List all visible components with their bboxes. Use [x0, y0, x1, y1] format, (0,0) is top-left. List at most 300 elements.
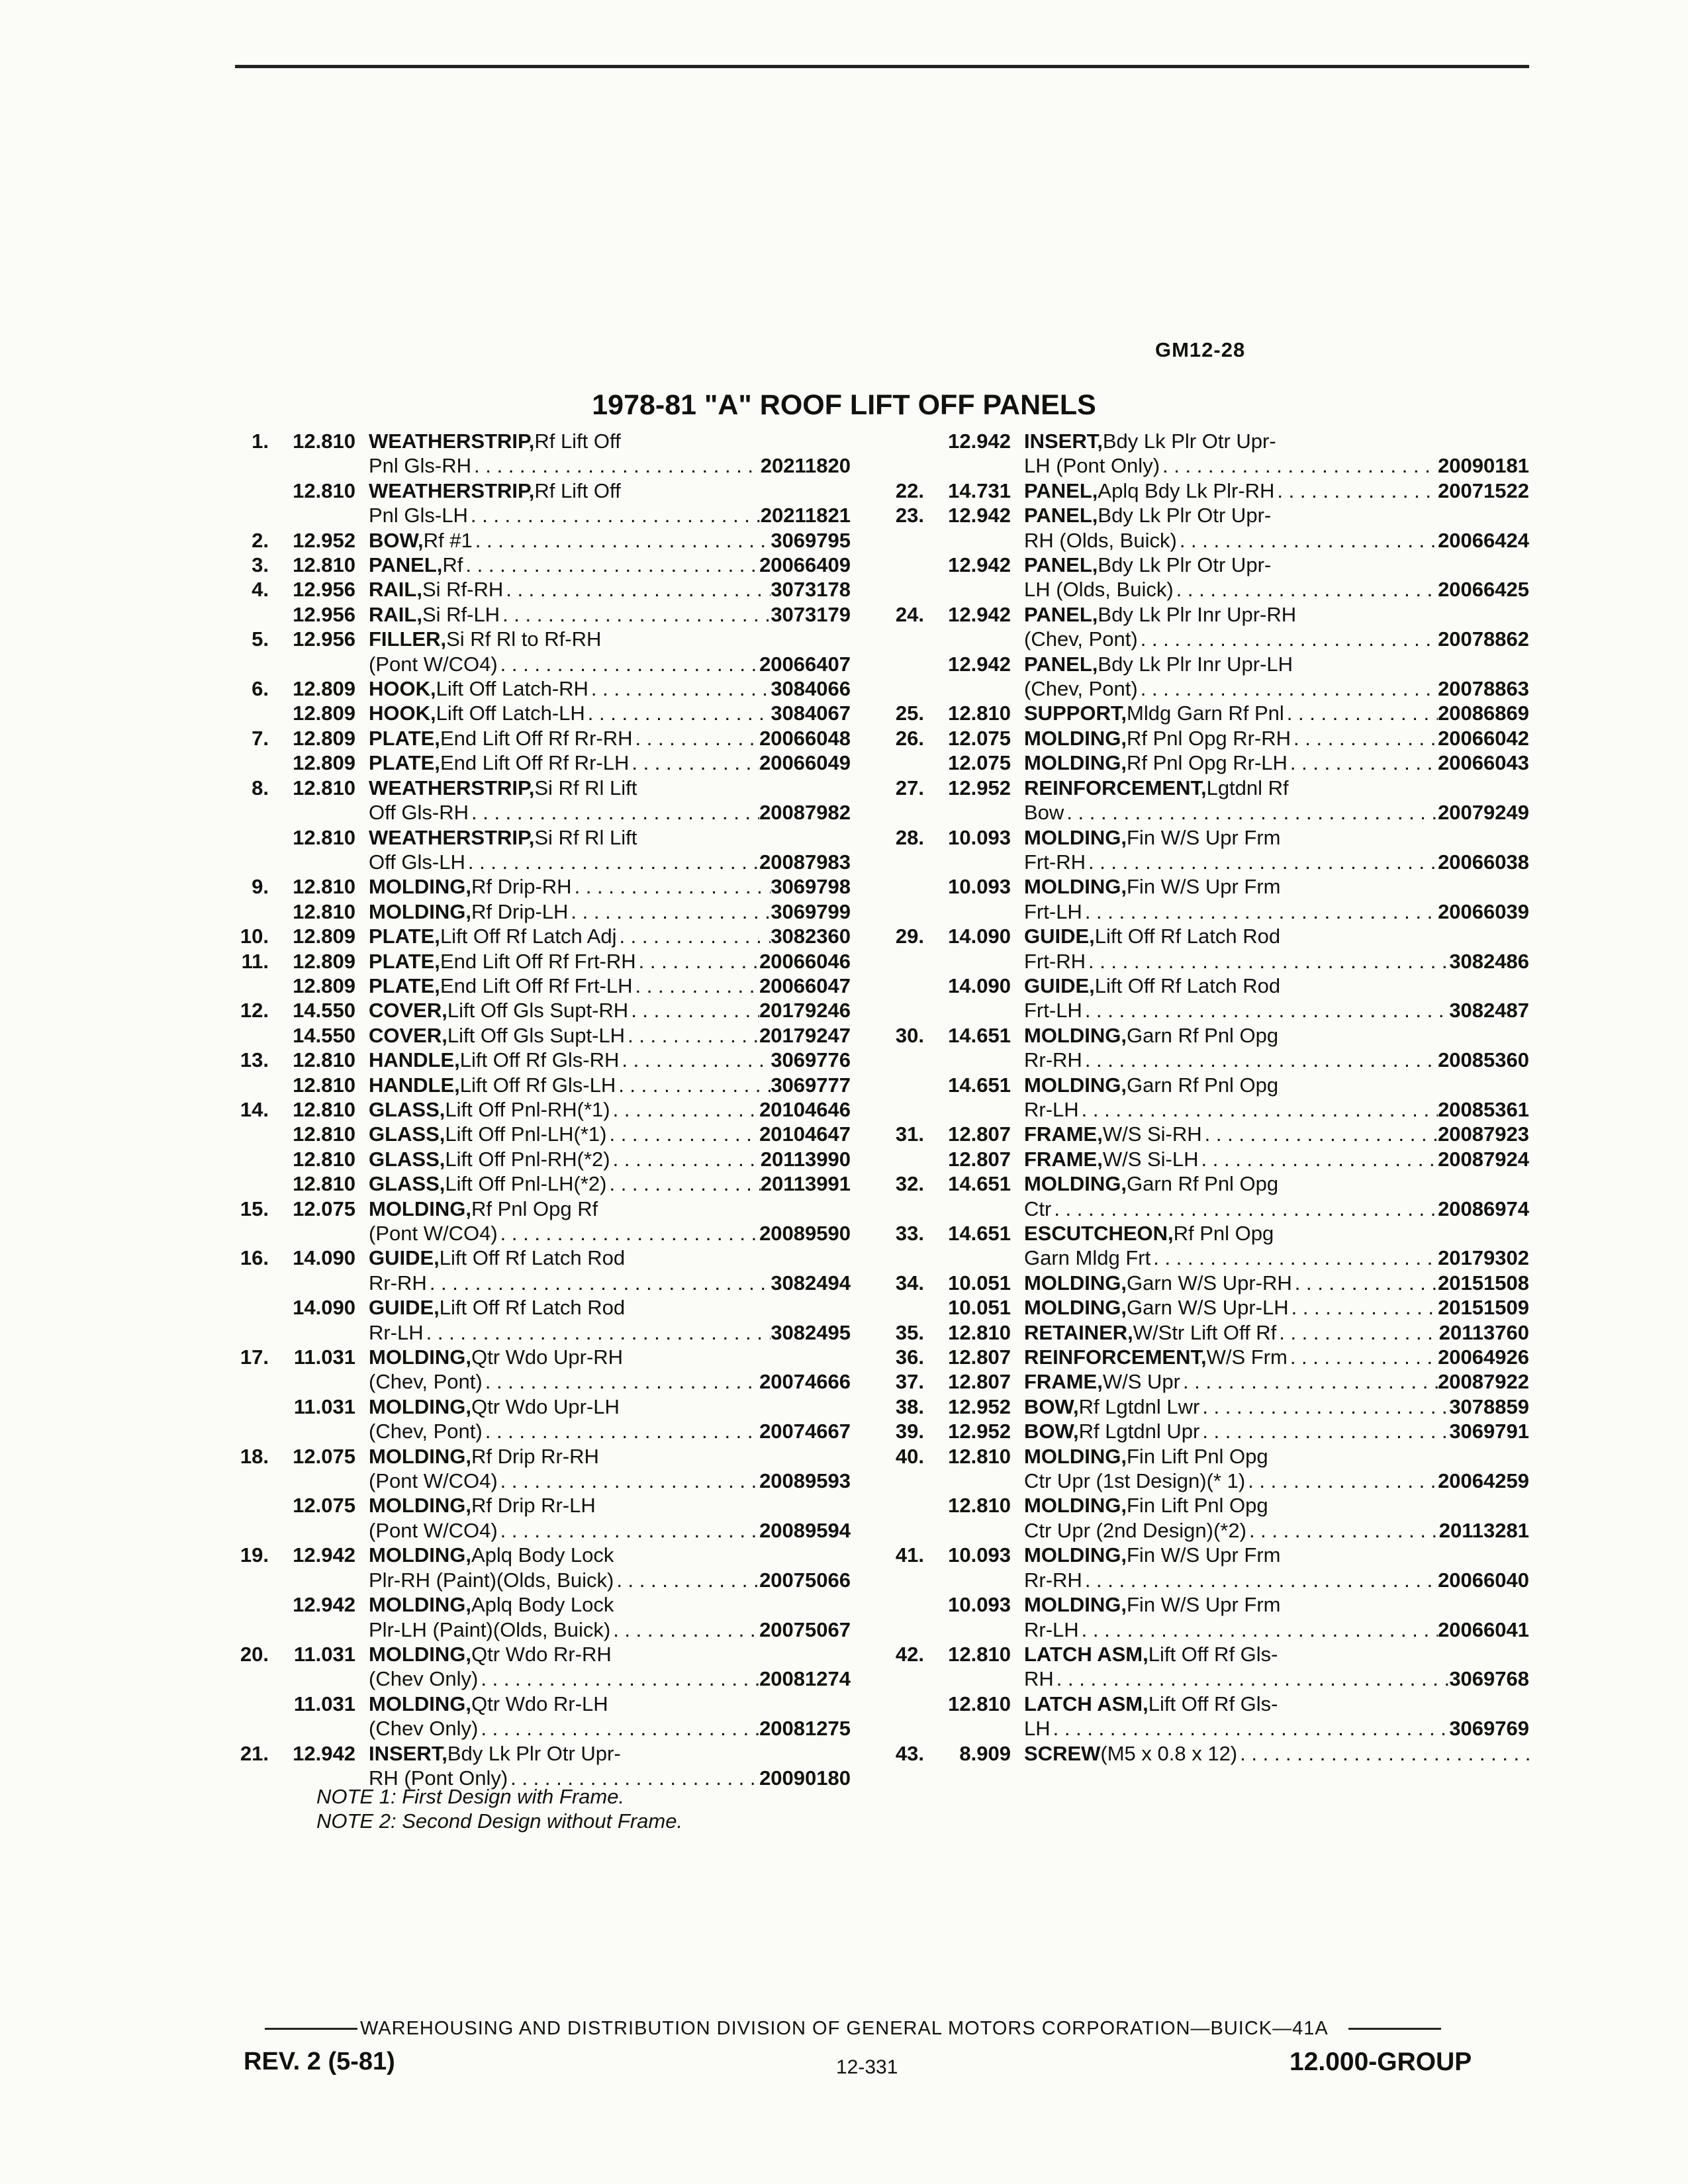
entry-line — [884, 776, 1529, 800]
part-description — [1024, 478, 1529, 503]
part-name: ESCUTCHEON, — [1024, 1222, 1174, 1245]
part-number: 20066046 — [759, 949, 851, 973]
part-name: LATCH ASM, — [1024, 1642, 1149, 1666]
part-name: GUIDE, — [369, 1246, 440, 1270]
group-number: 12.952 — [948, 1394, 1011, 1418]
parts-entry — [228, 1023, 851, 1048]
group-number: 12.807 — [948, 1370, 1011, 1394]
part-number: 20090181 — [1438, 454, 1529, 478]
part-name: RETAINER, — [1024, 1320, 1133, 1344]
group-number: 10.093 — [948, 1593, 1011, 1617]
parts-entry — [884, 726, 1529, 751]
part-name: MOLDING, — [369, 1494, 471, 1518]
part-number: 20081274 — [759, 1667, 851, 1691]
parts-entry — [228, 751, 851, 775]
parts-entry — [228, 1171, 851, 1196]
entry-line — [884, 1295, 1529, 1320]
part-name: COVER, — [369, 1023, 447, 1047]
part-name: HANDLE, — [369, 1048, 460, 1072]
part-name: FRAME, — [1024, 1122, 1103, 1146]
parts-entry — [884, 1122, 1529, 1146]
part-detail-continued: (Chev, Pont) — [369, 1420, 483, 1443]
group-number: 14.550 — [293, 1023, 355, 1047]
part-number: 3078859 — [1449, 1394, 1529, 1418]
entry-line — [228, 1543, 851, 1567]
entry-line — [884, 1543, 1529, 1567]
entry-line — [884, 1369, 1529, 1394]
part-detail: Rf Drip-LH — [471, 899, 569, 923]
part-detail: Fin W/S Upr Frm — [1127, 875, 1281, 899]
parts-entry — [228, 1048, 851, 1072]
group-number: 12.956 — [293, 578, 355, 602]
leader-dots — [463, 553, 759, 577]
group-number: 12.075 — [293, 1197, 355, 1220]
parts-entry — [884, 602, 1529, 652]
entry-line — [228, 478, 851, 503]
parts-entry — [228, 1493, 851, 1543]
part-detail: Lift Off Rf Latch Adj — [440, 925, 617, 948]
group-number: 12.810 — [948, 1494, 1011, 1518]
part-number: 20087982 — [759, 801, 851, 825]
item-number: 42. — [895, 1642, 924, 1666]
part-number: 20113760 — [1438, 1320, 1529, 1344]
part-detail-continued: Frt-LH — [1024, 999, 1082, 1023]
part-number: 3069768 — [1449, 1667, 1529, 1691]
part-name: MOLDING, — [1024, 1296, 1127, 1320]
item-number — [884, 1295, 928, 1320]
leader-dots — [572, 874, 771, 899]
entry-line — [228, 701, 851, 725]
part-description — [369, 899, 851, 924]
leader-dots — [610, 1097, 759, 1122]
group-number: 12.942 — [948, 652, 1011, 676]
part-description — [369, 1394, 851, 1419]
group-number: 12.942 — [948, 430, 1011, 453]
part-description — [1024, 874, 1529, 899]
part-detail: Fin W/S Upr Frm — [1127, 825, 1281, 849]
part-detail-continued: Rr-RH — [369, 1271, 427, 1295]
item-number — [884, 1073, 928, 1097]
part-name: PANEL, — [1024, 602, 1098, 626]
entry-line — [228, 949, 851, 974]
leader-dots — [1292, 1271, 1438, 1295]
part-name: HANDLE, — [369, 1073, 460, 1097]
group-number: 12.810 — [948, 1444, 1011, 1468]
part-name: MOLDING, — [369, 1197, 471, 1220]
part-number: 3069795 — [771, 528, 851, 552]
group-number: 14.651 — [948, 1172, 1011, 1196]
part-name: BOW, — [1024, 1394, 1079, 1418]
part-number: 20066042 — [1438, 726, 1529, 750]
leader-dots — [1246, 1518, 1439, 1543]
item-number: 31. — [895, 1122, 924, 1146]
entry-continuation — [369, 1221, 851, 1246]
leader-dots — [1086, 949, 1449, 974]
entry-line — [228, 1048, 851, 1072]
part-detail: Rf Lgtdnl Lwr — [1078, 1394, 1200, 1418]
parts-list-left — [228, 429, 851, 1790]
group-number: 12.809 — [293, 925, 355, 948]
part-detail: Lift Off Gls Supt-RH — [447, 999, 629, 1023]
parts-entry — [228, 676, 851, 701]
entry-line — [884, 652, 1529, 676]
entry-line — [884, 503, 1529, 527]
group-number: 12.810 — [293, 1147, 355, 1171]
entry-continuation — [1024, 453, 1529, 478]
entry-line — [884, 1271, 1529, 1295]
group-number: 12.810 — [293, 875, 355, 899]
part-description — [1024, 1221, 1529, 1246]
leader-dots — [568, 899, 771, 924]
entry-line — [228, 1642, 851, 1666]
part-name: GLASS, — [369, 1172, 445, 1196]
parts-entry — [884, 652, 1529, 702]
part-detail: Si Rf Rl Lift — [534, 776, 637, 799]
item-number: 41. — [895, 1543, 924, 1567]
part-detail: End Lift Off Rf Rr-RH — [440, 726, 633, 750]
group-number: 12.810 — [293, 776, 355, 799]
entry-line — [228, 627, 851, 651]
part-detail: Rf Pnl Opg Rr-LH — [1127, 751, 1288, 775]
parts-entry — [884, 429, 1529, 478]
part-detail: Lift Off Pnl-RH(*1) — [445, 1097, 610, 1121]
part-number: 3069791 — [1449, 1420, 1529, 1443]
entry-line — [884, 1073, 1529, 1097]
entry-line — [228, 1444, 851, 1469]
part-name: REINFORCEMENT, — [1024, 1345, 1207, 1369]
part-detail-continued: Frt-LH — [1024, 899, 1082, 923]
leader-dots — [473, 528, 771, 553]
part-detail-continued: (Chev, Pont) — [369, 1370, 483, 1394]
item-number: 40. — [895, 1444, 924, 1468]
part-description — [369, 726, 851, 751]
part-detail: Bdy Lk Plr Otr Upr- — [1102, 430, 1276, 453]
part-description — [369, 553, 851, 577]
entry-line — [884, 1345, 1529, 1369]
part-detail-continued: RH (Olds, Buick) — [1024, 528, 1177, 552]
item-number — [228, 602, 273, 627]
part-detail-continued: Off Gls-RH — [369, 801, 469, 825]
item-number: 6. — [252, 677, 269, 701]
entry-line — [884, 1444, 1529, 1469]
group-number: 14.651 — [948, 1023, 1011, 1047]
item-number — [228, 1592, 273, 1617]
part-detail: Bdy Lk Plr Otr Upr- — [1098, 553, 1272, 577]
part-description — [1024, 825, 1529, 850]
part-description — [369, 577, 851, 602]
group-number: 12.810 — [293, 1073, 355, 1097]
parts-entry — [884, 1444, 1529, 1494]
group-number: 12.956 — [293, 602, 355, 626]
part-detail-continued: Rr-RH — [1024, 1048, 1082, 1072]
entry-line — [228, 1147, 851, 1171]
parts-entry — [884, 1369, 1529, 1394]
part-detail-continued: Off Gls-LH — [369, 850, 465, 874]
part-detail: Lift Off Rf Gls-LH — [459, 1073, 616, 1097]
group-number: 12.810 — [948, 702, 1011, 725]
group-number: 12.810 — [293, 899, 355, 923]
part-name: PANEL, — [1024, 652, 1098, 676]
part-description — [1024, 751, 1529, 775]
leader-dots — [628, 998, 759, 1023]
entry-line — [228, 1097, 851, 1122]
part-description — [1024, 1369, 1529, 1394]
part-description — [1024, 1592, 1529, 1617]
part-number: 20066041 — [1438, 1617, 1529, 1641]
part-name: LATCH ASM, — [1024, 1692, 1149, 1715]
part-detail: Bdy Lk Plr Inr Upr-RH — [1098, 602, 1297, 626]
group-number: 11.031 — [293, 1642, 355, 1666]
part-detail-continued: (Chev Only) — [369, 1667, 479, 1691]
leader-dots — [585, 701, 771, 725]
part-detail: W/S Frm — [1206, 1345, 1288, 1369]
entry-continuation — [1024, 627, 1529, 651]
group-number: 12.810 — [293, 430, 355, 453]
part-detail: Bdy Lk Plr Otr Upr- — [1098, 504, 1272, 527]
part-number: 3084066 — [771, 677, 851, 701]
part-description — [369, 676, 851, 701]
part-number: 3069769 — [1449, 1717, 1529, 1741]
parts-entry — [228, 924, 851, 948]
leader-dots — [1082, 899, 1438, 924]
leader-dots — [498, 1469, 759, 1493]
part-name: MOLDING, — [369, 1692, 471, 1715]
entry-line — [228, 1197, 851, 1221]
entry-line — [884, 1419, 1529, 1443]
part-detail: Fin W/S Upr Frm — [1127, 1543, 1281, 1567]
leader-dots — [1082, 998, 1449, 1023]
footer-division-line — [265, 2018, 1496, 2040]
parts-entry — [884, 1692, 1529, 1741]
leader-dots — [616, 1073, 771, 1097]
part-name: MOLDING, — [369, 1345, 471, 1369]
part-detail: Lift Off Pnl-LH(*2) — [445, 1172, 607, 1196]
item-number: 7. — [252, 726, 269, 750]
part-description — [1024, 1692, 1529, 1716]
part-detail: Rf Pnl Opg Rf — [471, 1197, 598, 1220]
part-name: WEATHERSTRIP, — [369, 478, 535, 502]
item-number — [884, 1147, 928, 1171]
part-detail: Mldg Garn Rf Pnl — [1127, 702, 1284, 725]
part-detail: Garn Rf Pnl Opg — [1127, 1073, 1279, 1097]
part-name: COVER, — [369, 999, 447, 1023]
part-description — [1024, 1419, 1529, 1443]
part-detail-continued: (Chev, Pont) — [1024, 627, 1138, 651]
entry-line — [228, 998, 851, 1023]
item-number — [228, 1122, 273, 1146]
item-number: 5. — [252, 627, 269, 651]
group-number: 12.809 — [293, 726, 355, 750]
part-name: MOLDING, — [369, 1593, 471, 1617]
part-number: 20087923 — [1438, 1122, 1529, 1146]
part-number: 20078862 — [1438, 627, 1529, 651]
part-number: 3082487 — [1449, 999, 1529, 1023]
parts-entry — [884, 924, 1529, 974]
part-name: PANEL, — [369, 553, 443, 577]
part-name: MOLDING, — [1024, 1073, 1127, 1097]
item-number: 22. — [895, 478, 924, 502]
item-number: 12. — [240, 999, 269, 1023]
part-name: MOLDING, — [1024, 751, 1127, 775]
entry-line — [228, 1122, 851, 1146]
item-number: 26. — [895, 726, 924, 750]
part-number: 20064926 — [1438, 1345, 1529, 1369]
part-number: 20151508 — [1438, 1271, 1529, 1295]
part-description — [369, 1692, 851, 1716]
leader-dots — [465, 850, 759, 874]
part-detail: Qtr Wdo Upr-RH — [471, 1345, 624, 1369]
item-number — [228, 478, 273, 503]
part-name: SCREW — [1024, 1741, 1101, 1765]
document-code: GM12-28 — [1155, 338, 1246, 361]
part-number: 20066049 — [759, 751, 851, 775]
item-number: 37. — [895, 1370, 924, 1394]
part-name: MOLDING, — [369, 1394, 471, 1418]
parts-entry — [884, 1271, 1529, 1295]
group-number: 11.031 — [293, 1345, 355, 1369]
leader-dots — [610, 1147, 761, 1171]
leader-dots — [629, 751, 759, 775]
entry-line — [884, 1692, 1529, 1716]
part-name: WEATHERSTRIP, — [369, 776, 535, 799]
part-detail-continued: Rr-LH — [369, 1320, 424, 1344]
part-number: 20085360 — [1438, 1048, 1529, 1072]
entry-line — [228, 924, 851, 948]
part-detail-continued: Pnl Gls-LH — [369, 504, 468, 527]
part-description — [1024, 1394, 1529, 1419]
entry-line — [228, 528, 851, 553]
leader-dots — [1150, 1246, 1438, 1270]
entry-line — [884, 1642, 1529, 1666]
group-number: 14.731 — [948, 478, 1011, 502]
part-number: 20089594 — [759, 1518, 851, 1542]
part-detail: Rf Pnl Opg Rr-RH — [1127, 726, 1291, 750]
leader-dots — [1138, 676, 1438, 701]
group-number: 12.956 — [293, 627, 355, 651]
leader-dots — [1199, 1419, 1449, 1443]
page-title: 1978-81 "A" ROOF LIFT OFF PANELS — [592, 389, 1096, 421]
entry-line — [884, 1592, 1529, 1617]
entry-continuation — [369, 1617, 851, 1642]
entry-continuation — [1024, 1469, 1529, 1493]
part-name: PLATE, — [369, 751, 440, 775]
part-detail-continued: LH — [1024, 1717, 1051, 1741]
part-number: 20066040 — [1438, 1568, 1529, 1592]
parts-entry — [228, 1394, 851, 1444]
part-name: MOLDING, — [369, 1543, 471, 1567]
part-name: MOLDING, — [1024, 825, 1127, 849]
part-name: GUIDE, — [1024, 974, 1095, 997]
part-detail: Fin Lift Pnl Opg — [1127, 1494, 1268, 1518]
entry-continuation — [1024, 1617, 1529, 1642]
part-description — [369, 429, 851, 453]
part-name: MOLDING, — [369, 1444, 471, 1468]
item-number: 3. — [252, 553, 269, 577]
entry-line — [228, 726, 851, 751]
parts-entry — [228, 1246, 851, 1295]
part-description — [1024, 1147, 1529, 1171]
part-number: 20087924 — [1438, 1147, 1529, 1171]
part-description — [369, 1048, 851, 1072]
page-number: 12-331 — [836, 2056, 898, 2078]
group-number: 12.942 — [948, 553, 1011, 577]
part-detail-continued: (Pont W/CO4) — [369, 652, 498, 676]
note-2: NOTE 2: Second Design without Frame. — [316, 1809, 683, 1833]
leader-dots — [427, 1271, 771, 1295]
entry-line — [884, 1147, 1529, 1171]
part-detail-continued: Plr-LH (Paint)(Olds, Buick) — [369, 1617, 611, 1641]
group-number: 14.090 — [293, 1246, 355, 1270]
part-name: FRAME, — [1024, 1147, 1103, 1171]
entry-line — [228, 1023, 851, 1048]
part-number: 3073179 — [771, 602, 851, 626]
group-number: 12.075 — [948, 751, 1011, 775]
item-number: 1. — [252, 430, 269, 453]
item-number: 24. — [895, 602, 924, 626]
parts-entry — [228, 1642, 851, 1692]
part-detail: Lift Off Latch-LH — [436, 702, 585, 725]
part-detail: Garn Rf Pnl Opg — [1127, 1023, 1279, 1047]
item-number: 19. — [240, 1543, 269, 1567]
entry-continuation — [369, 1369, 851, 1394]
group-number: 12.810 — [948, 1320, 1011, 1344]
part-name: PANEL, — [1024, 504, 1098, 527]
part-number: 3069798 — [771, 875, 851, 899]
part-name: MOLDING, — [369, 1642, 471, 1666]
leader-dots — [636, 949, 759, 974]
part-name: BOW, — [1024, 1420, 1079, 1443]
entry-continuation — [1024, 1666, 1529, 1691]
part-detail-continued: Bow — [1024, 801, 1064, 825]
leader-dots — [619, 1048, 771, 1072]
item-number — [228, 1147, 273, 1171]
part-number: 20179246 — [759, 999, 851, 1023]
entry-continuation — [1024, 1097, 1529, 1122]
part-name: HOOK, — [369, 677, 436, 701]
group-number: 12.810 — [293, 1172, 355, 1196]
parts-entry — [228, 998, 851, 1023]
parts-entry — [228, 577, 851, 602]
group-number: 10.093 — [948, 1543, 1011, 1567]
item-number — [228, 1295, 273, 1320]
group-number: 14.550 — [293, 999, 355, 1023]
entry-line — [884, 924, 1529, 948]
leader-dots — [424, 1320, 771, 1345]
part-detail: Lift Off Latch-RH — [436, 677, 588, 701]
part-detail: End Lift Off Rf Frt-RH — [440, 949, 636, 973]
part-number: 20089590 — [759, 1222, 851, 1245]
part-name: FRAME, — [1024, 1370, 1103, 1394]
entry-line — [884, 553, 1529, 577]
part-description — [369, 874, 851, 899]
entry-continuation — [1024, 899, 1529, 924]
parts-entry — [228, 1741, 851, 1791]
part-description — [369, 1741, 851, 1766]
entry-line — [884, 1023, 1529, 1048]
entry-line — [228, 553, 851, 577]
leader-dots — [1199, 1147, 1438, 1171]
leader-dots — [1276, 1320, 1439, 1345]
part-number: 20113991 — [760, 1172, 851, 1196]
part-detail-continued: Plr-RH (Paint)(Olds, Buick) — [369, 1568, 614, 1592]
entry-continuation — [369, 1568, 851, 1592]
part-detail: Fin W/S Upr Frm — [1127, 1593, 1281, 1617]
parts-entry — [884, 751, 1529, 775]
part-detail-continued: Frt-RH — [1024, 949, 1086, 973]
part-number: 3069777 — [771, 1073, 851, 1097]
part-number: 20075067 — [759, 1617, 851, 1641]
parts-entry — [884, 776, 1529, 825]
